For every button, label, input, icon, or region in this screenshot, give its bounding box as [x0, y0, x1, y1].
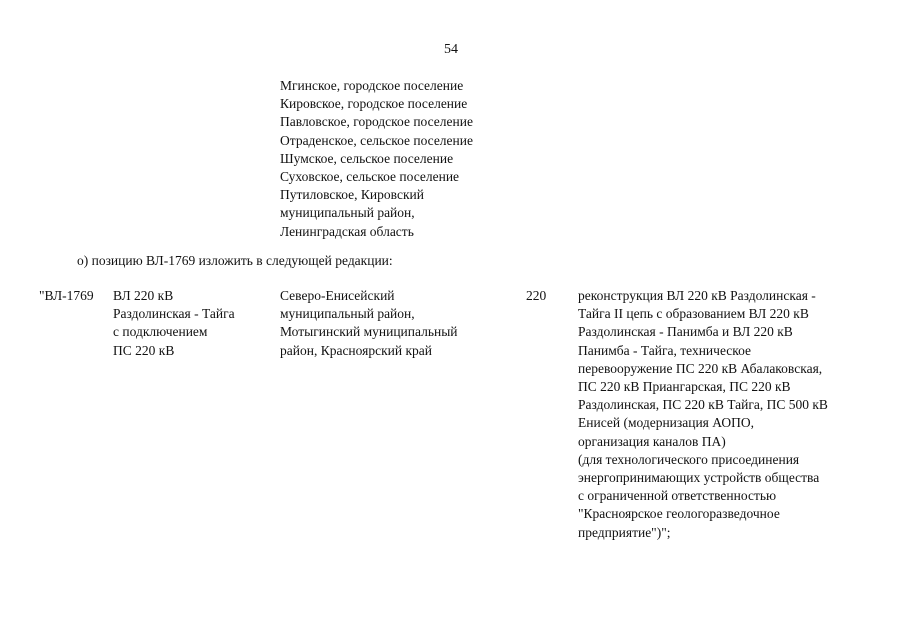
entry-location-line: Мотыгинский муниципальный	[280, 324, 458, 340]
territory-line: Путиловское, Кировский	[280, 187, 424, 203]
territory-line: Кировское, городское поселение	[280, 96, 468, 112]
entry-location-line: Северо-Енисейский	[280, 288, 395, 303]
entry-description-line: реконструкция ВЛ 220 кВ Раздолинская -	[578, 288, 816, 303]
entry-code: "ВЛ-1769	[39, 288, 94, 303]
entry-name-line: с подключением	[113, 324, 208, 340]
entry-description-line: Енисей (модернизация АОПО,	[578, 415, 754, 431]
amendment-instruction: о) позицию ВЛ-1769 изложить в следующей редакции:	[77, 253, 393, 268]
entry-name-line: ВЛ 220 кВ	[113, 288, 174, 303]
entry-voltage-column	[526, 287, 546, 305]
entry-description-line: Панимба - Тайга, техническое	[578, 342, 752, 358]
entry-description-line: Тайга II цепь с образованием ВЛ 220 кВ	[578, 306, 809, 322]
entry-description-column	[578, 287, 828, 542]
territory-line: Шумское, сельское поселение	[280, 150, 454, 166]
entry-description-line: Раздолинская, ПС 220 кВ Тайга, ПС 500 кВ	[578, 397, 828, 413]
entry-description-line: "Красноярское геологоразведочное	[578, 506, 780, 522]
entry-name-line: Раздолинская - Тайга	[113, 306, 235, 322]
entry-description-line: предприятие")";	[578, 524, 671, 540]
entry-description-line: энергопринимающих устройств общества	[578, 470, 820, 486]
entry-description-line: с ограниченной ответственностью	[578, 488, 777, 504]
territory-line: Суховское, сельское поселение	[280, 169, 460, 185]
entry-code-column	[39, 287, 94, 305]
territory-line: Ленинградская область	[280, 223, 414, 239]
entry-voltage: 220	[526, 288, 547, 303]
territory-list	[280, 77, 473, 241]
territory-line: Отраденское, сельское поселение	[280, 132, 473, 148]
entry-location-line: район, Красноярский край	[280, 342, 433, 358]
entry-description-line: организация каналов ПА)	[578, 433, 726, 449]
territory-line: Мгинское, городское поселение	[280, 78, 464, 93]
entry-description-line: Раздолинская - Панимба и ВЛ 220 кВ	[578, 324, 793, 340]
entry-description-line: ПС 220 кВ Приангарская, ПС 220 кВ	[578, 379, 791, 395]
page-number: 54	[444, 42, 458, 57]
territory-line: муниципальный район,	[280, 205, 415, 221]
entry-location-line: муниципальный район,	[280, 306, 415, 322]
entry-location-column	[280, 287, 458, 360]
entry-name-line: ПС 220 кВ	[113, 342, 175, 358]
entry-description-line: перевооружение ПС 220 кВ Абалаковская,	[578, 360, 823, 376]
entry-name-column	[113, 287, 235, 360]
territory-line: Павловское, городское поселение	[280, 114, 473, 130]
entry-description-line: (для технологического присоединения	[578, 451, 800, 467]
